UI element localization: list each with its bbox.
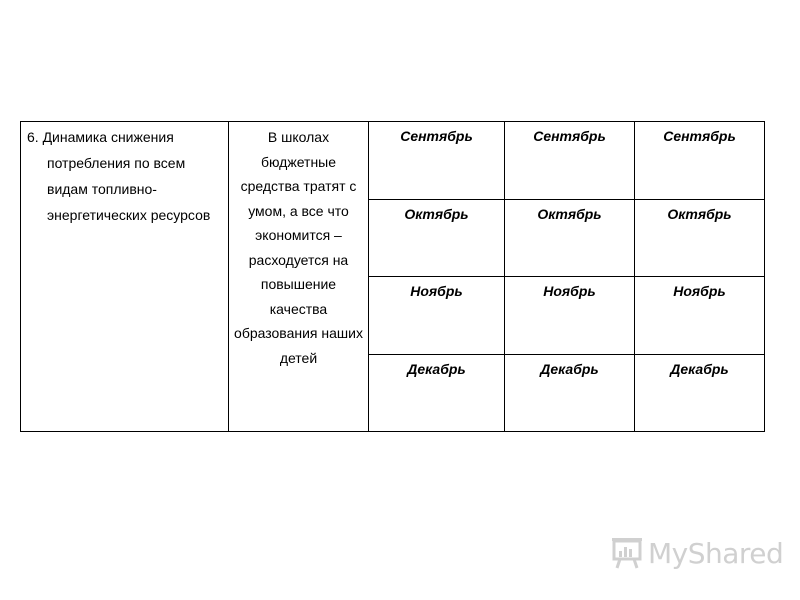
month-cell: Сентябрь bbox=[635, 122, 765, 200]
goal-text: Динамика снижения потребления по всем видам топливно-энергетических ресурсов bbox=[42, 129, 211, 223]
monitoring-table bbox=[20, 121, 765, 432]
month-cell: Октябрь bbox=[369, 199, 505, 277]
month-cell: Октябрь bbox=[635, 199, 765, 277]
month-cell: Ноябрь bbox=[369, 277, 505, 355]
presentation-board-icon bbox=[610, 535, 646, 571]
month-cell: Декабрь bbox=[635, 354, 765, 432]
month-cell: Сентябрь bbox=[505, 122, 635, 200]
month-cell: Декабрь bbox=[369, 354, 505, 432]
table-row bbox=[21, 122, 765, 200]
goal-number: 6. bbox=[27, 129, 39, 145]
myshared-logo bbox=[610, 535, 783, 571]
month-cell: Октябрь bbox=[505, 199, 635, 277]
description-cell: В школах бюджетные средства тратят с умом, а все что экономится – расходуется на повышение качества образования наших детей bbox=[229, 122, 369, 432]
logo-text: MyShared bbox=[648, 536, 784, 570]
goal-cell bbox=[21, 122, 229, 432]
month-cell: Сентябрь bbox=[369, 122, 505, 200]
month-cell: Ноябрь bbox=[505, 277, 635, 355]
month-cell: Ноябрь bbox=[635, 277, 765, 355]
month-cell: Декабрь bbox=[505, 354, 635, 432]
